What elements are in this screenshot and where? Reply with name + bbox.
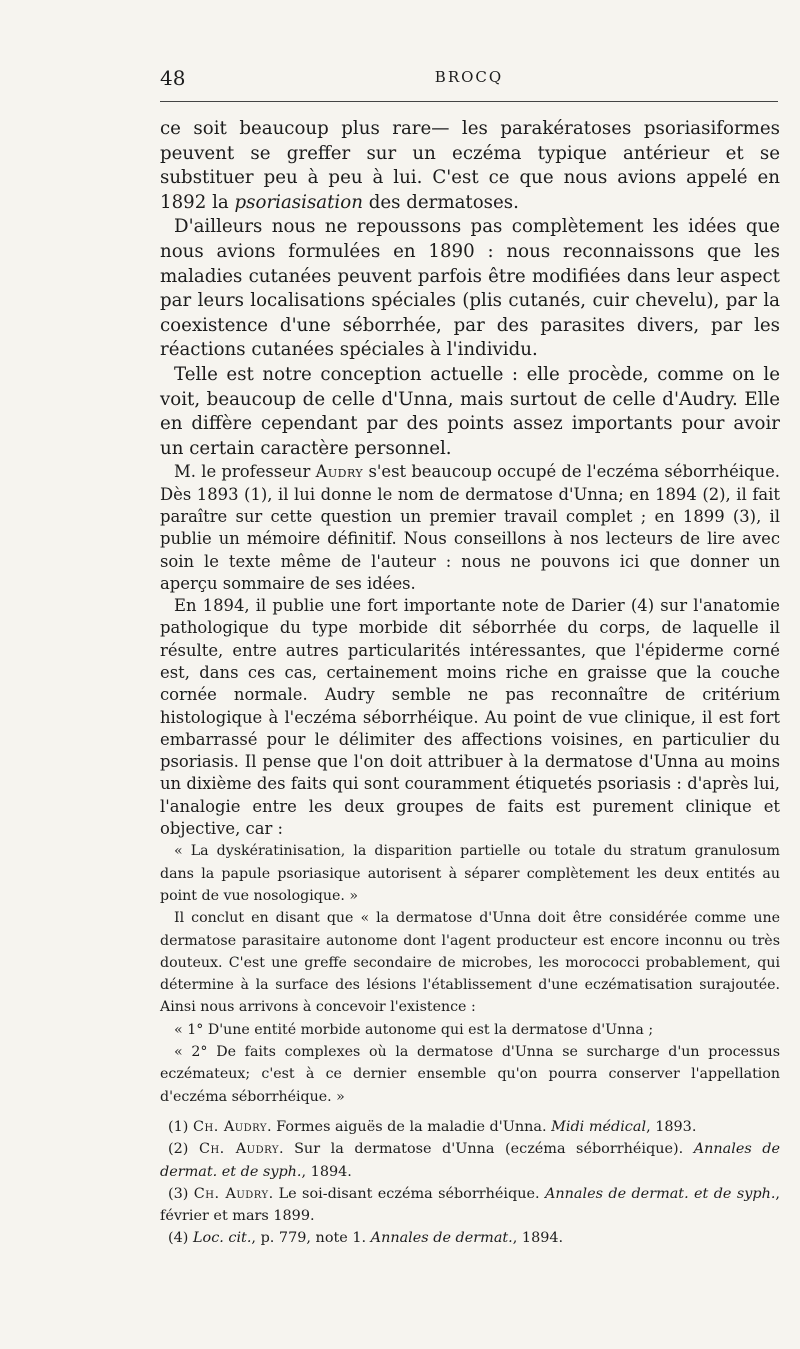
header-rule bbox=[160, 101, 778, 102]
paragraph: M. le professeur Audry s'est beaucoup occupé de l'eczéma séborrhéique. Dès 1893 (1), il lui donne le nom de dermatose d'Unna; en 1894 (2), il fait paraître sur cette question un premier travail complet ; en 1899 (3), il publie un mémoire définitif. Nous conseillons à nos lecteurs de lire avec soin le texte même de l'auteur : nous ne pouvons ici que donner un aperçu sommaire de ses idées. bbox=[160, 462, 780, 593]
page-number: 48 bbox=[160, 66, 186, 90]
footnote: (2) Ch. Audry. Sur la dermatose d'Unna (eczéma séborrhéique). Annales de dermat. et de syph., 1894. bbox=[160, 1141, 780, 1180]
emphasis: psoriasisation bbox=[234, 191, 363, 213]
running-head: BROCQ bbox=[434, 68, 504, 86]
paragraph: Telle est notre conception actuelle : elle procède, comme on le voit, beaucoup de celle d'Unna, mais surtout de celle d'Audry. Elle en diffère cependant par des points assez importants pour avoir un certain caractère personnel. bbox=[160, 363, 780, 459]
footnote: (3) Ch. Audry. Le soi-disant eczéma séborrhéique. Annales de dermat. et de syph., février et mars 1899. bbox=[160, 1185, 780, 1225]
quote-paragraph: « 1° D'une entité morbide autonome qui est la dermatose d'Unna ; bbox=[174, 1021, 654, 1038]
quote-paragraph: « 2° De faits complexes où la dermatose d'Unna se surcharge d'un processus eczémateux; c'est à ce dernier ensemble qu'on pourra conserver l'appellation d'eczéma séborrhéique. » bbox=[160, 1044, 780, 1105]
paragraph: ce soit beaucoup plus rare— les parakératoses psoriasiformes peuvent se greffer sur un eczéma typique antérieur et se substituer peu à peu à lui. C'est ce que nous avions appelé en 1892 la psoriasisation des dermatoses. bbox=[160, 118, 780, 213]
paragraph: D'ailleurs nous ne repoussons pas complètement les idées que nous avions formulées en 1890 : nous reconnaissons que les maladies cutanées peuvent parfois être modifiées dans leur aspect par leurs localisations spéciales (plis cutanés, cuir chevelu), par la coexistence d'une séborrhée, par des parasites divers, par les réactions cutanées spéciales à l'individu. bbox=[160, 216, 780, 361]
footnote: (1) Ch. Audry. Formes aiguës de la maladie d'Unna. Midi médical, 1893. bbox=[168, 1118, 697, 1135]
main-text bbox=[160, 117, 780, 461]
page-body bbox=[160, 117, 780, 1250]
paragraph: En 1894, il publie une fort importante note de Darier (4) sur l'anatomie pathologique du type morbide dit séborrhée du corps, de laquelle il résulte, entre autres particularités intéressantes, que l'épiderme corné est, dans ces cas, certainement moins riche en graisse que la couche cornée normale. Audry semble ne pas reconnaître de critérium histologique à l'eczéma séborrhéique. Au point de vue clinique, il est fort embarrassé pour le délimiter des affections voisines, en particulier du psoriasis. Il pense que l'on doit attribuer à la dermatose d'Unna au moins un dixième des faits qui sont couramment étiquetés psoriasis : d'après lui, l'analogie entre les deux groupes de faits est purement clinique et objective, car : bbox=[160, 596, 780, 839]
quote-paragraph: Il conclut en disant que « la dermatose d'Unna doit être considérée comme une dermatose parasitaire autonome dont l'agent producteur est encore inconnu ou très douteux. C'est une greffe secondaire de microbes, les morococci probablement, qui détermine à la surface des lésions l'établissement d'une eczématisation surajoutée. Ainsi nous arrivons à concevoir l'existence : bbox=[160, 910, 780, 1016]
footnotes bbox=[160, 1116, 780, 1250]
author-name: Audry bbox=[315, 462, 364, 482]
quote-paragraph: « La dyskératinisation, la disparition partielle ou totale du stratum granulosum dans la papule psoriasique autorisent à séparer complètement les deux entités au point de vue nosologique. » bbox=[160, 843, 780, 904]
footnote: (4) Loc. cit., p. 779, note 1. Annales de dermat., 1894. bbox=[168, 1230, 564, 1247]
page-header bbox=[160, 66, 778, 96]
